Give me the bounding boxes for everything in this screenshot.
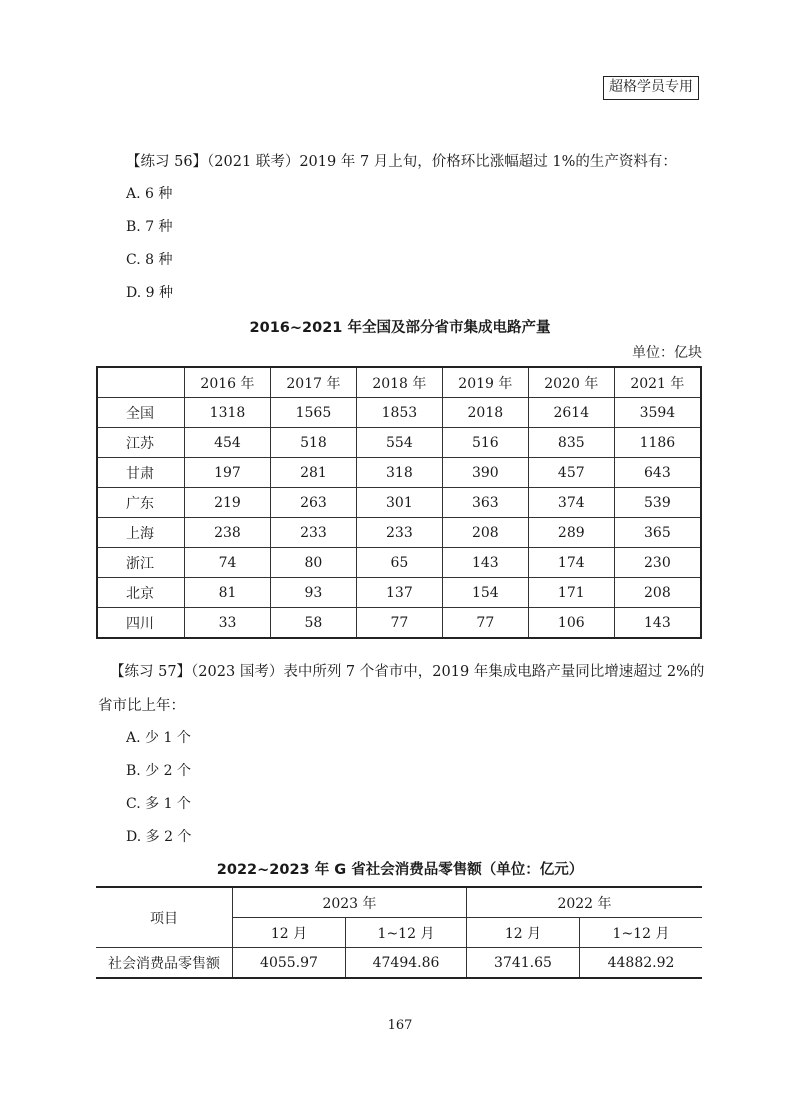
item-header-cell: 项目	[96, 887, 233, 948]
table-row	[97, 608, 701, 639]
table-cell: 1853	[356, 398, 442, 428]
table1-unit: 单位：亿块	[632, 345, 702, 361]
table-cell: 374	[528, 488, 614, 518]
q56-option-c: C. 8 种	[126, 252, 173, 268]
row-label: 全国	[97, 398, 185, 428]
table-cell: 390	[442, 458, 528, 488]
table-cell: 171	[528, 578, 614, 608]
table-cell: 33	[185, 608, 271, 639]
q56-option-a: A. 6 种	[126, 186, 173, 202]
table-row	[97, 548, 701, 578]
table-cell: 93	[270, 578, 356, 608]
table-cell: 365	[614, 518, 701, 548]
table-cell: 2614	[528, 398, 614, 428]
question-56-stem: 【练习 56】（2021 联考）2019 年 7 月上旬，价格环比涨幅超过 1%的生产资料有：	[126, 154, 677, 170]
q57-option-c: C. 多 1 个	[126, 796, 191, 812]
table-cell: 4055.97	[233, 948, 346, 979]
header-cell: 2016 年	[185, 367, 271, 398]
table-cell: 643	[614, 458, 701, 488]
retail-sales-table	[96, 886, 702, 979]
subheader-cell: 12 月	[467, 918, 580, 948]
subheader-cell: 1~12 月	[346, 918, 467, 948]
table-cell: 1186	[614, 428, 701, 458]
table-cell: 233	[270, 518, 356, 548]
table-cell: 454	[185, 428, 271, 458]
table-cell: 106	[528, 608, 614, 639]
table2-title: 2022~2023 年 G 省社会消费品零售额（单位：亿元）	[216, 862, 584, 878]
table-cell: 516	[442, 428, 528, 458]
table-cell: 143	[614, 608, 701, 639]
table-cell: 80	[270, 548, 356, 578]
question-57-stem-line1: 【练习 57】（2023 国考）表中所列 7 个省市中，2019 年集成电路产量同比增速超过 2%的	[110, 664, 705, 680]
table-cell: 154	[442, 578, 528, 608]
table-cell: 363	[442, 488, 528, 518]
table-cell: 318	[356, 458, 442, 488]
row-label: 四川	[97, 608, 185, 639]
row-label: 上海	[97, 518, 185, 548]
table-cell: 44882.92	[580, 948, 703, 979]
table-cell: 137	[356, 578, 442, 608]
q57-option-d: D. 多 2 个	[126, 829, 192, 845]
table-row	[97, 488, 701, 518]
table-row	[97, 518, 701, 548]
table-row	[96, 948, 702, 979]
table-cell: 77	[356, 608, 442, 639]
row-label: 社会消费品零售额	[96, 948, 233, 979]
table-cell: 3594	[614, 398, 701, 428]
table-cell: 554	[356, 428, 442, 458]
table-header-row	[97, 367, 701, 398]
table-cell: 1318	[185, 398, 271, 428]
table-cell: 208	[442, 518, 528, 548]
header-cell: 2018 年	[356, 367, 442, 398]
table-cell: 457	[528, 458, 614, 488]
year-header-cell: 2022 年	[467, 887, 703, 918]
q56-option-d: D. 9 种	[126, 285, 173, 301]
table-cell: 238	[185, 518, 271, 548]
member-badge: 超格学员专用	[603, 76, 699, 100]
table-cell: 174	[528, 548, 614, 578]
table1-title: 2016~2021 年全国及部分省市集成电路产量	[249, 320, 551, 336]
question-57-stem-line2: 省市比上年：	[98, 698, 185, 714]
table-cell: 539	[614, 488, 701, 518]
header-cell: 2020 年	[528, 367, 614, 398]
table-cell: 208	[614, 578, 701, 608]
table-cell: 1565	[270, 398, 356, 428]
table-cell: 197	[185, 458, 271, 488]
header-cell: 2017 年	[270, 367, 356, 398]
table-cell: 2018	[442, 398, 528, 428]
table-cell: 143	[442, 548, 528, 578]
table-cell: 230	[614, 548, 701, 578]
table-cell: 263	[270, 488, 356, 518]
subheader-cell: 12 月	[233, 918, 346, 948]
q56-option-b: B. 7 种	[126, 219, 173, 235]
table-cell: 47494.86	[346, 948, 467, 979]
year-header-cell: 2023 年	[233, 887, 467, 918]
table-row	[97, 458, 701, 488]
table-cell: 3741.65	[467, 948, 580, 979]
ic-production-table	[96, 366, 702, 639]
subheader-cell: 1~12 月	[580, 918, 703, 948]
table-cell: 77	[442, 608, 528, 639]
table-row	[97, 578, 701, 608]
header-cell: 2021 年	[614, 367, 701, 398]
table-row	[97, 428, 701, 458]
page-number: 167	[387, 1018, 413, 1033]
table-cell: 281	[270, 458, 356, 488]
table-cell: 58	[270, 608, 356, 639]
row-label: 北京	[97, 578, 185, 608]
table-cell: 81	[185, 578, 271, 608]
q57-option-a: A. 少 1 个	[126, 730, 191, 746]
table-cell: 233	[356, 518, 442, 548]
header-cell: 2019 年	[442, 367, 528, 398]
table-header-row	[96, 887, 702, 918]
row-label: 浙江	[97, 548, 185, 578]
header-cell	[97, 367, 185, 398]
table-cell: 65	[356, 548, 442, 578]
row-label: 广东	[97, 488, 185, 518]
table-cell: 835	[528, 428, 614, 458]
table-cell: 518	[270, 428, 356, 458]
q57-option-b: B. 少 2 个	[126, 763, 191, 779]
row-label: 江苏	[97, 428, 185, 458]
table-cell: 219	[185, 488, 271, 518]
table-cell: 289	[528, 518, 614, 548]
table-cell: 74	[185, 548, 271, 578]
table-cell: 301	[356, 488, 442, 518]
table-row	[97, 398, 701, 428]
row-label: 甘肃	[97, 458, 185, 488]
